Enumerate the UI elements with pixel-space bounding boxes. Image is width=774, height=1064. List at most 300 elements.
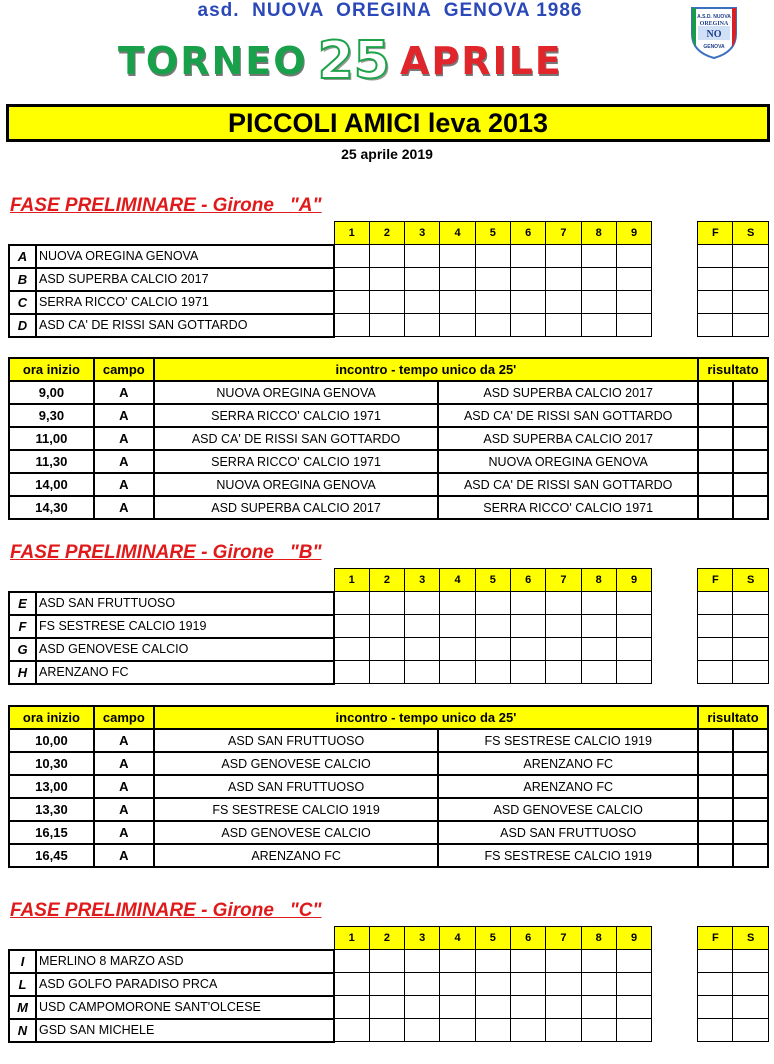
match-field: A <box>94 381 154 404</box>
team-row <box>9 973 768 996</box>
team-row <box>9 245 768 268</box>
round-result-cell <box>510 592 545 615</box>
standings-header-row <box>9 222 768 245</box>
round-result-cell <box>475 996 510 1019</box>
round-result-cell <box>510 661 545 684</box>
result-column-header: risultato <box>698 706 768 729</box>
round-result-cell <box>369 268 404 291</box>
round-result-cell <box>405 950 440 973</box>
match-time: 10,30 <box>9 752 94 775</box>
match-away-score <box>733 798 768 821</box>
round-result-cell <box>475 592 510 615</box>
match-away-team: NUOVA OREGINA GENOVA <box>438 450 698 473</box>
team-letter: D <box>9 314 36 337</box>
svg-text:A.S.D. NUOVA: A.S.D. NUOVA <box>697 14 731 20</box>
points-f-cell <box>698 615 733 638</box>
round-result-cell <box>475 291 510 314</box>
round-number-header: 2 <box>369 569 404 592</box>
field-column-header: campo <box>94 706 154 729</box>
round-result-cell <box>440 245 475 268</box>
round-result-cell <box>369 973 404 996</box>
round-result-cell <box>510 973 545 996</box>
team-name: ASD CA' DE RISSI SAN GOTTARDO <box>36 314 334 337</box>
tournament-word-torneo: TORNEO <box>118 39 308 83</box>
round-result-cell <box>510 638 545 661</box>
round-result-cell <box>510 615 545 638</box>
round-result-cell <box>334 973 369 996</box>
round-number-header: 5 <box>475 222 510 245</box>
match-home-team: ASD GENOVESE CALCIO <box>154 752 439 775</box>
team-letter: C <box>9 291 36 314</box>
group-a-schedule <box>8 357 769 520</box>
group-c-standings <box>8 926 769 1043</box>
points-f-cell <box>698 268 733 291</box>
match-field: A <box>94 821 154 844</box>
round-result-cell <box>440 638 475 661</box>
match-home-score <box>698 450 733 473</box>
match-row <box>9 752 768 775</box>
match-field: A <box>94 844 154 867</box>
match-home-score <box>698 496 733 519</box>
match-away-score <box>733 473 768 496</box>
team-row <box>9 661 768 684</box>
match-time: 10,00 <box>9 729 94 752</box>
team-name: USD CAMPOMORONE SANT'OLCESE <box>36 996 334 1019</box>
round-result-cell <box>616 615 651 638</box>
match-time: 13,30 <box>9 798 94 821</box>
match-time: 16,45 <box>9 844 94 867</box>
points-f-cell <box>698 291 733 314</box>
standings-gap <box>652 245 698 268</box>
team-name: ASD GENOVESE CALCIO <box>36 638 334 661</box>
match-home-team: SERRA RICCO' CALCIO 1971 <box>154 404 439 427</box>
team-row <box>9 314 768 337</box>
match-row <box>9 427 768 450</box>
points-s-cell <box>733 996 768 1019</box>
match-time: 11,30 <box>9 450 94 473</box>
match-home-score <box>698 427 733 450</box>
round-result-cell <box>334 314 369 337</box>
match-home-team: NUOVA OREGINA GENOVA <box>154 381 439 404</box>
match-away-score <box>733 752 768 775</box>
points-f-cell <box>698 973 733 996</box>
team-letter: B <box>9 268 36 291</box>
round-result-cell <box>581 245 616 268</box>
match-home-team: ASD SAN FRUTTUOSO <box>154 775 439 798</box>
team-letter: F <box>9 615 36 638</box>
round-number-header: 7 <box>546 927 581 950</box>
standings-header-blank <box>9 222 334 245</box>
round-result-cell <box>510 996 545 1019</box>
team-row <box>9 268 768 291</box>
match-away-team: ASD SUPERBA CALCIO 2017 <box>438 381 698 404</box>
round-number-header: 9 <box>616 569 651 592</box>
round-result-cell <box>546 1019 581 1042</box>
standings-gap <box>652 592 698 615</box>
round-result-cell <box>546 291 581 314</box>
match-away-score <box>733 775 768 798</box>
match-field: A <box>94 752 154 775</box>
points-f-cell <box>698 1019 733 1042</box>
match-time: 14,00 <box>9 473 94 496</box>
points-f-cell <box>698 661 733 684</box>
standings-gap <box>652 1019 698 1042</box>
round-result-cell <box>616 996 651 1019</box>
club-logo <box>686 4 742 60</box>
round-result-cell <box>581 973 616 996</box>
match-away-team: ASD CA' DE RISSI SAN GOTTARDO <box>438 473 698 496</box>
standings-header-row <box>9 927 768 950</box>
round-result-cell <box>546 973 581 996</box>
round-result-cell <box>440 314 475 337</box>
team-name: ASD SUPERBA CALCIO 2017 <box>36 268 334 291</box>
standings-gap <box>652 950 698 973</box>
team-letter: N <box>9 1019 36 1042</box>
team-letter: G <box>9 638 36 661</box>
round-result-cell <box>475 950 510 973</box>
round-result-cell <box>405 245 440 268</box>
team-row <box>9 592 768 615</box>
match-row <box>9 381 768 404</box>
standings-gap <box>652 291 698 314</box>
match-column-header: incontro - tempo unico da 25' <box>154 358 698 381</box>
standings-gap <box>652 569 698 592</box>
round-result-cell <box>581 661 616 684</box>
round-result-cell <box>369 245 404 268</box>
team-letter: L <box>9 973 36 996</box>
points-s-cell <box>733 973 768 996</box>
match-home-team: FS SESTRESE CALCIO 1919 <box>154 798 439 821</box>
group-b-schedule <box>8 705 769 868</box>
tournament-number: 25 <box>317 31 390 91</box>
match-home-score <box>698 404 733 427</box>
match-away-team: ASD SAN FRUTTUOSO <box>438 821 698 844</box>
points-f-header: F <box>698 569 733 592</box>
team-letter: E <box>9 592 36 615</box>
round-result-cell <box>616 638 651 661</box>
match-home-score <box>698 775 733 798</box>
schedule-header-row <box>9 358 768 381</box>
round-result-cell <box>510 291 545 314</box>
group-b-standings <box>8 568 769 685</box>
round-result-cell <box>475 661 510 684</box>
time-column-header: ora inizio <box>9 358 94 381</box>
round-result-cell <box>616 314 651 337</box>
round-result-cell <box>334 1019 369 1042</box>
round-number-header: 4 <box>440 569 475 592</box>
round-number-header: 9 <box>616 927 651 950</box>
match-home-score <box>698 798 733 821</box>
team-name: MERLINO 8 MARZO ASD <box>36 950 334 973</box>
points-s-cell <box>733 268 768 291</box>
match-field: A <box>94 496 154 519</box>
round-number-header: 7 <box>546 222 581 245</box>
points-f-cell <box>698 245 733 268</box>
round-number-header: 8 <box>581 569 616 592</box>
match-away-score <box>733 729 768 752</box>
points-s-header: S <box>733 927 768 950</box>
match-away-score <box>733 404 768 427</box>
round-result-cell <box>510 1019 545 1042</box>
match-away-team: SERRA RICCO' CALCIO 1971 <box>438 496 698 519</box>
match-field: A <box>94 798 154 821</box>
round-result-cell <box>334 950 369 973</box>
points-s-cell <box>733 245 768 268</box>
round-result-cell <box>616 592 651 615</box>
round-result-cell <box>440 291 475 314</box>
round-result-cell <box>440 615 475 638</box>
standings-gap <box>652 615 698 638</box>
match-away-team: FS SESTRESE CALCIO 1919 <box>438 844 698 867</box>
points-s-header: S <box>733 222 768 245</box>
round-result-cell <box>405 1019 440 1042</box>
match-row <box>9 473 768 496</box>
round-result-cell <box>334 996 369 1019</box>
match-field: A <box>94 450 154 473</box>
team-name: FS SESTRESE CALCIO 1919 <box>36 615 334 638</box>
points-f-cell <box>698 314 733 337</box>
round-result-cell <box>475 268 510 291</box>
round-result-cell <box>616 291 651 314</box>
group-c-title: FASE PRELIMINARE - Girone "C" <box>10 900 322 921</box>
round-number-header: 9 <box>616 222 651 245</box>
match-time: 9,30 <box>9 404 94 427</box>
round-result-cell <box>440 592 475 615</box>
round-result-cell <box>581 638 616 661</box>
round-result-cell <box>510 314 545 337</box>
points-f-cell <box>698 950 733 973</box>
round-number-header: 3 <box>405 222 440 245</box>
round-result-cell <box>581 592 616 615</box>
round-result-cell <box>369 291 404 314</box>
team-name: ASD GOLFO PARADISO PRCA <box>36 973 334 996</box>
match-row <box>9 821 768 844</box>
round-number-header: 8 <box>581 927 616 950</box>
round-result-cell <box>440 973 475 996</box>
round-result-cell <box>405 314 440 337</box>
points-s-cell <box>733 661 768 684</box>
match-field: A <box>94 729 154 752</box>
round-number-header: 6 <box>510 927 545 950</box>
match-row <box>9 729 768 752</box>
round-number-header: 2 <box>369 927 404 950</box>
round-number-header: 4 <box>440 927 475 950</box>
match-home-team: SERRA RICCO' CALCIO 1971 <box>154 450 439 473</box>
match-row <box>9 496 768 519</box>
points-s-cell <box>733 314 768 337</box>
round-result-cell <box>546 996 581 1019</box>
match-home-score <box>698 752 733 775</box>
round-result-cell <box>616 973 651 996</box>
match-home-score <box>698 844 733 867</box>
match-away-score <box>733 427 768 450</box>
round-number-header: 3 <box>405 569 440 592</box>
match-time: 13,00 <box>9 775 94 798</box>
team-name: SERRA RICCO' CALCIO 1971 <box>36 291 334 314</box>
group-a-standings <box>8 221 769 338</box>
match-away-score <box>733 844 768 867</box>
match-home-team: ASD SAN FRUTTUOSO <box>154 729 439 752</box>
standings-gap <box>652 638 698 661</box>
round-number-header: 5 <box>475 927 510 950</box>
tournament-title <box>118 31 678 91</box>
round-result-cell <box>510 268 545 291</box>
team-name: NUOVA OREGINA GENOVA <box>36 245 334 268</box>
round-result-cell <box>334 661 369 684</box>
points-f-cell <box>698 638 733 661</box>
round-result-cell <box>616 245 651 268</box>
points-s-cell <box>733 638 768 661</box>
round-result-cell <box>405 996 440 1019</box>
round-number-header: 3 <box>405 927 440 950</box>
group-a-title: FASE PRELIMINARE - Girone "A" <box>10 195 322 216</box>
points-s-cell <box>733 291 768 314</box>
round-result-cell <box>546 638 581 661</box>
round-result-cell <box>405 615 440 638</box>
round-result-cell <box>405 592 440 615</box>
round-result-cell <box>369 615 404 638</box>
time-column-header: ora inizio <box>9 706 94 729</box>
standings-gap <box>652 996 698 1019</box>
points-s-cell <box>733 592 768 615</box>
points-f-header: F <box>698 222 733 245</box>
match-away-team: ASD GENOVESE CALCIO <box>438 798 698 821</box>
round-number-header: 4 <box>440 222 475 245</box>
round-result-cell <box>440 996 475 1019</box>
match-away-team: ASD CA' DE RISSI SAN GOTTARDO <box>438 404 698 427</box>
schedule-header-row <box>9 706 768 729</box>
result-column-header: risultato <box>698 358 768 381</box>
match-home-score <box>698 821 733 844</box>
round-result-cell <box>440 268 475 291</box>
round-result-cell <box>369 996 404 1019</box>
points-s-cell <box>733 950 768 973</box>
round-result-cell <box>581 268 616 291</box>
round-result-cell <box>616 950 651 973</box>
points-s-cell <box>733 1019 768 1042</box>
team-letter: H <box>9 661 36 684</box>
match-home-team: ASD SUPERBA CALCIO 2017 <box>154 496 439 519</box>
match-field: A <box>94 427 154 450</box>
round-result-cell <box>581 950 616 973</box>
match-away-team: ASD SUPERBA CALCIO 2017 <box>438 427 698 450</box>
match-time: 11,00 <box>9 427 94 450</box>
team-row <box>9 615 768 638</box>
match-away-score <box>733 496 768 519</box>
round-result-cell <box>581 314 616 337</box>
team-letter: A <box>9 245 36 268</box>
group-b-title: FASE PRELIMINARE - Girone "B" <box>10 542 322 563</box>
round-result-cell <box>440 661 475 684</box>
svg-text:NO: NO <box>706 29 722 40</box>
round-result-cell <box>581 1019 616 1042</box>
standings-gap <box>652 314 698 337</box>
match-row <box>9 798 768 821</box>
field-column-header: campo <box>94 358 154 381</box>
team-letter: I <box>9 950 36 973</box>
points-s-header: S <box>733 569 768 592</box>
round-result-cell <box>510 950 545 973</box>
svg-text:OREGINA: OREGINA <box>699 21 729 27</box>
round-number-header: 6 <box>510 222 545 245</box>
team-name: ASD SAN FRUTTUOSO <box>36 592 334 615</box>
match-field: A <box>94 775 154 798</box>
match-away-team: ARENZANO FC <box>438 775 698 798</box>
round-result-cell <box>616 268 651 291</box>
standings-gap <box>652 222 698 245</box>
team-name: ARENZANO FC <box>36 661 334 684</box>
round-result-cell <box>475 314 510 337</box>
round-result-cell <box>334 268 369 291</box>
round-result-cell <box>546 314 581 337</box>
team-row <box>9 291 768 314</box>
round-result-cell <box>616 661 651 684</box>
round-result-cell <box>334 615 369 638</box>
round-result-cell <box>510 245 545 268</box>
round-result-cell <box>369 592 404 615</box>
match-row <box>9 404 768 427</box>
round-result-cell <box>546 661 581 684</box>
points-f-cell <box>698 592 733 615</box>
round-number-header: 7 <box>546 569 581 592</box>
round-number-header: 5 <box>475 569 510 592</box>
category-banner: PICCOLI AMICI leva 2013 <box>6 104 770 142</box>
match-away-team: ARENZANO FC <box>438 752 698 775</box>
round-result-cell <box>405 661 440 684</box>
standings-header-row <box>9 569 768 592</box>
round-result-cell <box>475 615 510 638</box>
round-result-cell <box>369 950 404 973</box>
round-result-cell <box>334 291 369 314</box>
team-row <box>9 1019 768 1042</box>
team-row <box>9 950 768 973</box>
round-result-cell <box>369 1019 404 1042</box>
match-away-score <box>733 821 768 844</box>
round-result-cell <box>369 638 404 661</box>
standings-gap <box>652 973 698 996</box>
tournament-word-aprile: APRILE <box>399 39 563 83</box>
team-letter: M <box>9 996 36 1019</box>
round-result-cell <box>546 950 581 973</box>
round-result-cell <box>440 950 475 973</box>
match-column-header: incontro - tempo unico da 25' <box>154 706 698 729</box>
round-number-header: 1 <box>334 569 369 592</box>
round-result-cell <box>546 592 581 615</box>
team-row <box>9 638 768 661</box>
match-time: 14,30 <box>9 496 94 519</box>
round-result-cell <box>475 638 510 661</box>
standings-gap <box>652 927 698 950</box>
round-result-cell <box>405 268 440 291</box>
round-result-cell <box>475 245 510 268</box>
match-home-team: ASD GENOVESE CALCIO <box>154 821 439 844</box>
match-home-team: NUOVA OREGINA GENOVA <box>154 473 439 496</box>
round-result-cell <box>405 973 440 996</box>
standings-gap <box>652 268 698 291</box>
round-result-cell <box>369 661 404 684</box>
tournament-date: 25 aprile 2019 <box>341 146 433 162</box>
standings-header-blank <box>9 569 334 592</box>
standings-header-blank <box>9 927 334 950</box>
match-row <box>9 844 768 867</box>
match-time: 16,15 <box>9 821 94 844</box>
match-home-team: ARENZANO FC <box>154 844 439 867</box>
match-row <box>9 775 768 798</box>
round-number-header: 8 <box>581 222 616 245</box>
svg-text:GENOVA: GENOVA <box>703 44 725 50</box>
round-result-cell <box>581 615 616 638</box>
match-field: A <box>94 404 154 427</box>
